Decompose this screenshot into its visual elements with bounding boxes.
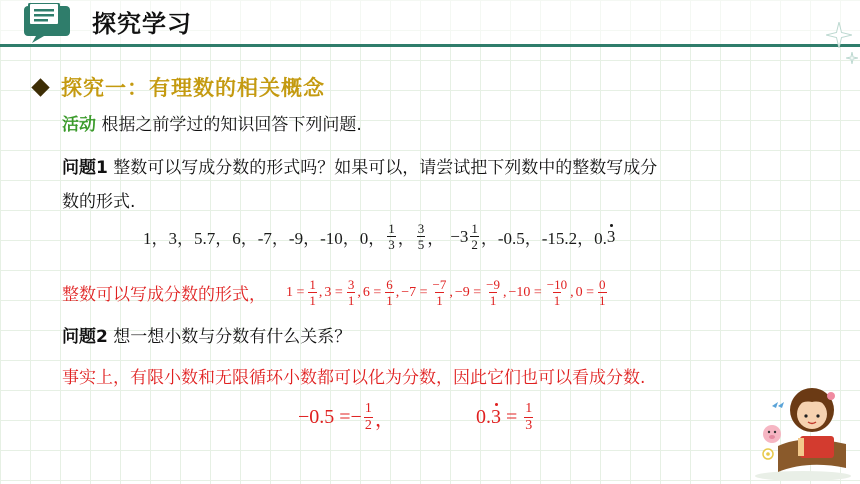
numerator: 3 xyxy=(417,221,425,236)
denominator: 2 xyxy=(364,418,372,433)
equation-lhs: 1 = xyxy=(286,284,305,300)
fraction-three-fifths xyxy=(417,222,426,251)
denominator: 5 xyxy=(417,237,425,252)
fact-line: 事实上，有限小数和无限循环小数都可以化为分数，因此它们也可以看成分数. xyxy=(62,368,646,388)
header-rule xyxy=(0,44,860,47)
numerator: −10 xyxy=(546,277,568,292)
integer-answer-row xyxy=(62,278,611,307)
equation-lhs: 6 = xyxy=(362,284,382,300)
integer-fraction xyxy=(432,278,448,307)
separator: , xyxy=(503,284,507,300)
question2-label: 问题2 xyxy=(62,327,108,347)
integer-fraction xyxy=(485,278,501,307)
page-title: 探究学习 xyxy=(92,10,192,38)
separator: , xyxy=(357,284,361,300)
integer-fraction xyxy=(308,278,317,307)
numerator: −9 xyxy=(486,277,500,292)
denominator: 1 xyxy=(386,293,393,308)
fraction-one-half xyxy=(364,402,373,433)
integer-fraction xyxy=(546,278,568,307)
denominator: 1 xyxy=(436,293,443,308)
question1-line2: 数的形式. xyxy=(62,192,136,212)
sparkle-icon xyxy=(846,52,858,64)
fraction-one-third xyxy=(524,402,533,433)
numerator: 3 xyxy=(347,277,355,292)
girl-reading-icon xyxy=(748,376,858,482)
question2-text: 想一想小数与分数有什么关系？ xyxy=(113,327,352,347)
chat-bubble-icon xyxy=(22,3,78,43)
denominator: 2 xyxy=(471,237,478,252)
number-list xyxy=(143,222,615,251)
activity-label: 活动 xyxy=(62,115,96,135)
equation-lhs: −9 = xyxy=(454,284,482,300)
denominator: 1 xyxy=(309,293,316,308)
numerator: 1 xyxy=(309,277,316,292)
question1-label: 问题1 xyxy=(62,158,108,178)
numerator: 1 xyxy=(388,221,395,236)
activity-text: 根据之前学过的知识回答下列问题. xyxy=(101,115,362,135)
section-title: 探究一：有理数的相关概念 xyxy=(61,76,325,100)
separator: , xyxy=(449,284,453,300)
number-list-part-b: ，-0.5，-15.2，0. xyxy=(480,229,607,248)
question1-text: 整数可以写成分数的形式吗？如果可以，请尝试把下列数中的整数写成分 xyxy=(113,158,658,178)
denominator: 1 xyxy=(489,293,497,308)
separator: , xyxy=(318,284,323,300)
repeating-digit: 3 xyxy=(606,226,616,246)
separator: ， xyxy=(397,229,415,248)
equation-lhs: −10 = xyxy=(508,284,542,300)
section-heading xyxy=(30,72,325,102)
numerator: 1 xyxy=(471,221,478,236)
denominator: 3 xyxy=(525,418,533,433)
separator: , xyxy=(395,284,400,300)
equation-half xyxy=(298,402,395,433)
mixed-number-whole: −3 xyxy=(450,226,469,246)
numerator: 6 xyxy=(386,277,393,292)
number-list-part-a: 1，3，5.7，6，-7，-9，-10，0， xyxy=(143,229,386,248)
denominator: 3 xyxy=(388,237,395,252)
separator: ， xyxy=(427,229,445,248)
numerator: −7 xyxy=(432,277,447,292)
numerator: 1 xyxy=(364,401,372,416)
separator: , xyxy=(570,284,574,300)
equation-lhs: −7 = xyxy=(401,284,428,300)
denominator: 1 xyxy=(347,293,355,308)
sparkle-icon xyxy=(826,22,852,48)
equation-lhs: 0. xyxy=(476,406,491,428)
integer-fraction xyxy=(598,278,607,307)
equation-lhs: −0.5 =− xyxy=(298,406,362,428)
separator: ， xyxy=(374,409,395,431)
activity-line xyxy=(62,113,362,137)
question2-line xyxy=(62,325,351,349)
numerator: 0 xyxy=(599,277,606,292)
fraction-one-half xyxy=(470,222,479,251)
equation-third xyxy=(476,402,535,433)
equals-sign: = xyxy=(501,406,523,428)
repeating-digit: 3 xyxy=(491,406,501,428)
integer-fraction xyxy=(385,278,394,307)
integer-fraction xyxy=(347,278,356,307)
diamond-bullet-icon xyxy=(31,78,49,96)
equation-lhs: 0 = xyxy=(575,284,595,300)
numerator: 1 xyxy=(525,401,533,416)
integer-equations xyxy=(286,278,611,307)
denominator: 1 xyxy=(553,293,561,308)
question1-line1 xyxy=(62,156,657,180)
integer-answer-label: 整数可以写成分数的形式， xyxy=(62,285,266,305)
equation-lhs: 3 = xyxy=(324,284,343,300)
denominator: 1 xyxy=(599,293,606,308)
fraction-one-third xyxy=(387,222,396,251)
